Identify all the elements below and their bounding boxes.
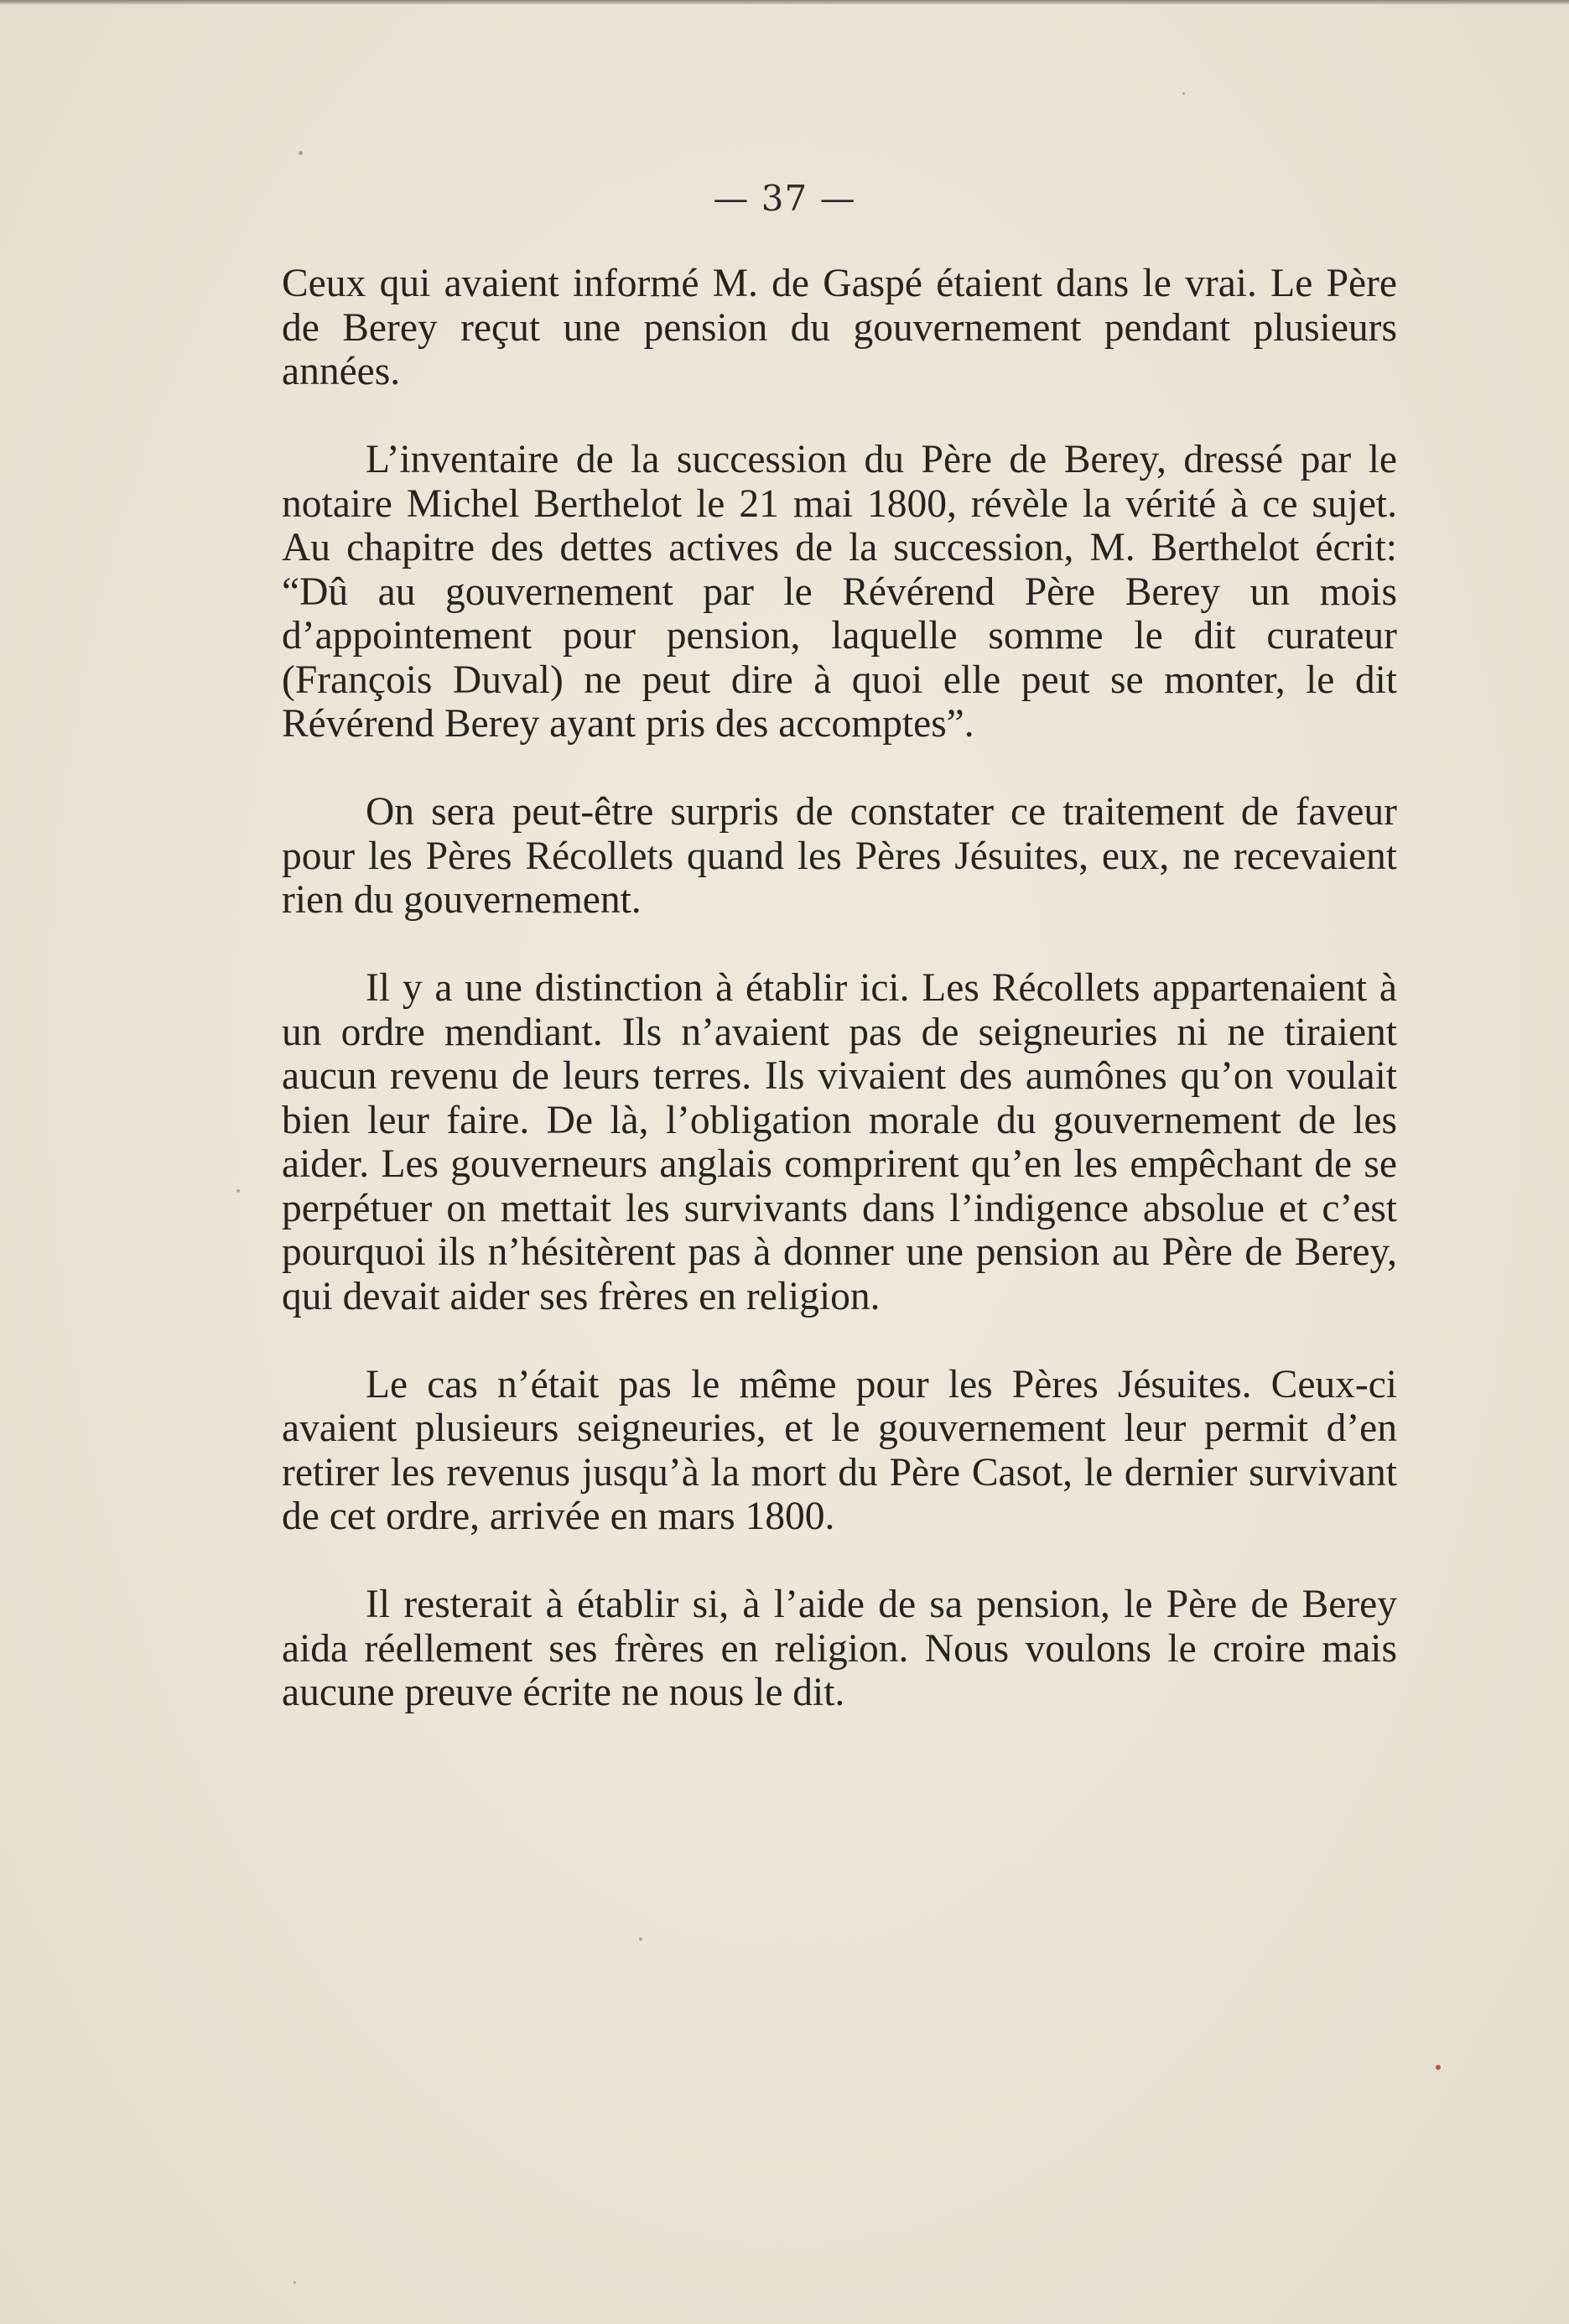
page-number: — 37 —	[713, 178, 856, 219]
paragraph-3: On sera peut-être surpris de constater ce traitement de faveur pour les Pères Récollets quand les Pères Jésuites, eux, ne recevaient rien du gouvernement.	[282, 790, 1397, 922]
paper-speck	[1436, 2065, 1441, 2070]
paragraph-4: Il y a une distinction à établir ici. Les Récollets appartenaient à un ordre mendiant. Ils n’avaient pas de seigneuries ni ne tiraient aucun revenu de leurs terres. Ils vivaient des aumônes qu’on voulait bien leur faire. De là, l’obligation morale du gouvernement de les aider. Les gouverneurs anglais comprirent qu’en les empêchant de se perpétuer on mettait les survivants dans l’indigence absolue et c’est pourquoi ils n’hésitèrent pas à donner une pension au Père de Berey, qui devait aider ses frères en religion.	[282, 966, 1397, 1318]
paragraph-1: Ceux qui avaient informé M. de Gaspé étaient dans le vrai. Le Père de Berey reçut une pension du gouvernement pendant plusieurs années.	[282, 262, 1397, 393]
paragraph-5: Le cas n’était pas le même pour les Pères Jésuites. Ceux-ci avaient plusieurs seigneuries, et le gouvernement leur permit d’en retirer les revenus jusqu’à la mort du Père Casot, le dernier survivant de cet ordre, arrivée en mars 1800.	[282, 1362, 1397, 1538]
paragraph-2: L’inventaire de la succession du Père de Berey, dressé par le notaire Michel Berthelot le 21 mai 1800, révèle la vérité à ce sujet. Au chapitre des dettes actives de la succession, M. Berthelot écrit: “Dû au gouvernement par le Révérend Père Berey un mois d’appointement pour pension, laquelle somme le dit curateur (François Duval) ne peut dire à quoi elle peut se monter, le dit Révérend Berey ayant pris des accomptes”.	[282, 438, 1397, 746]
paper-speck	[236, 1189, 240, 1193]
paragraph-6: Il resterait à établir si, à l’aide de sa pension, le Père de Berey aida réellement ses frères en religion. Nous voulons le croire mais aucune preuve écrite ne nous le dit.	[282, 1583, 1397, 1714]
page-top-edge	[0, 0, 1569, 4]
paper-speck	[299, 151, 303, 155]
paper-speck	[1182, 92, 1185, 95]
paper-speck	[639, 1937, 642, 1941]
body-text	[282, 262, 1397, 1759]
paper-speck	[294, 2281, 296, 2284]
